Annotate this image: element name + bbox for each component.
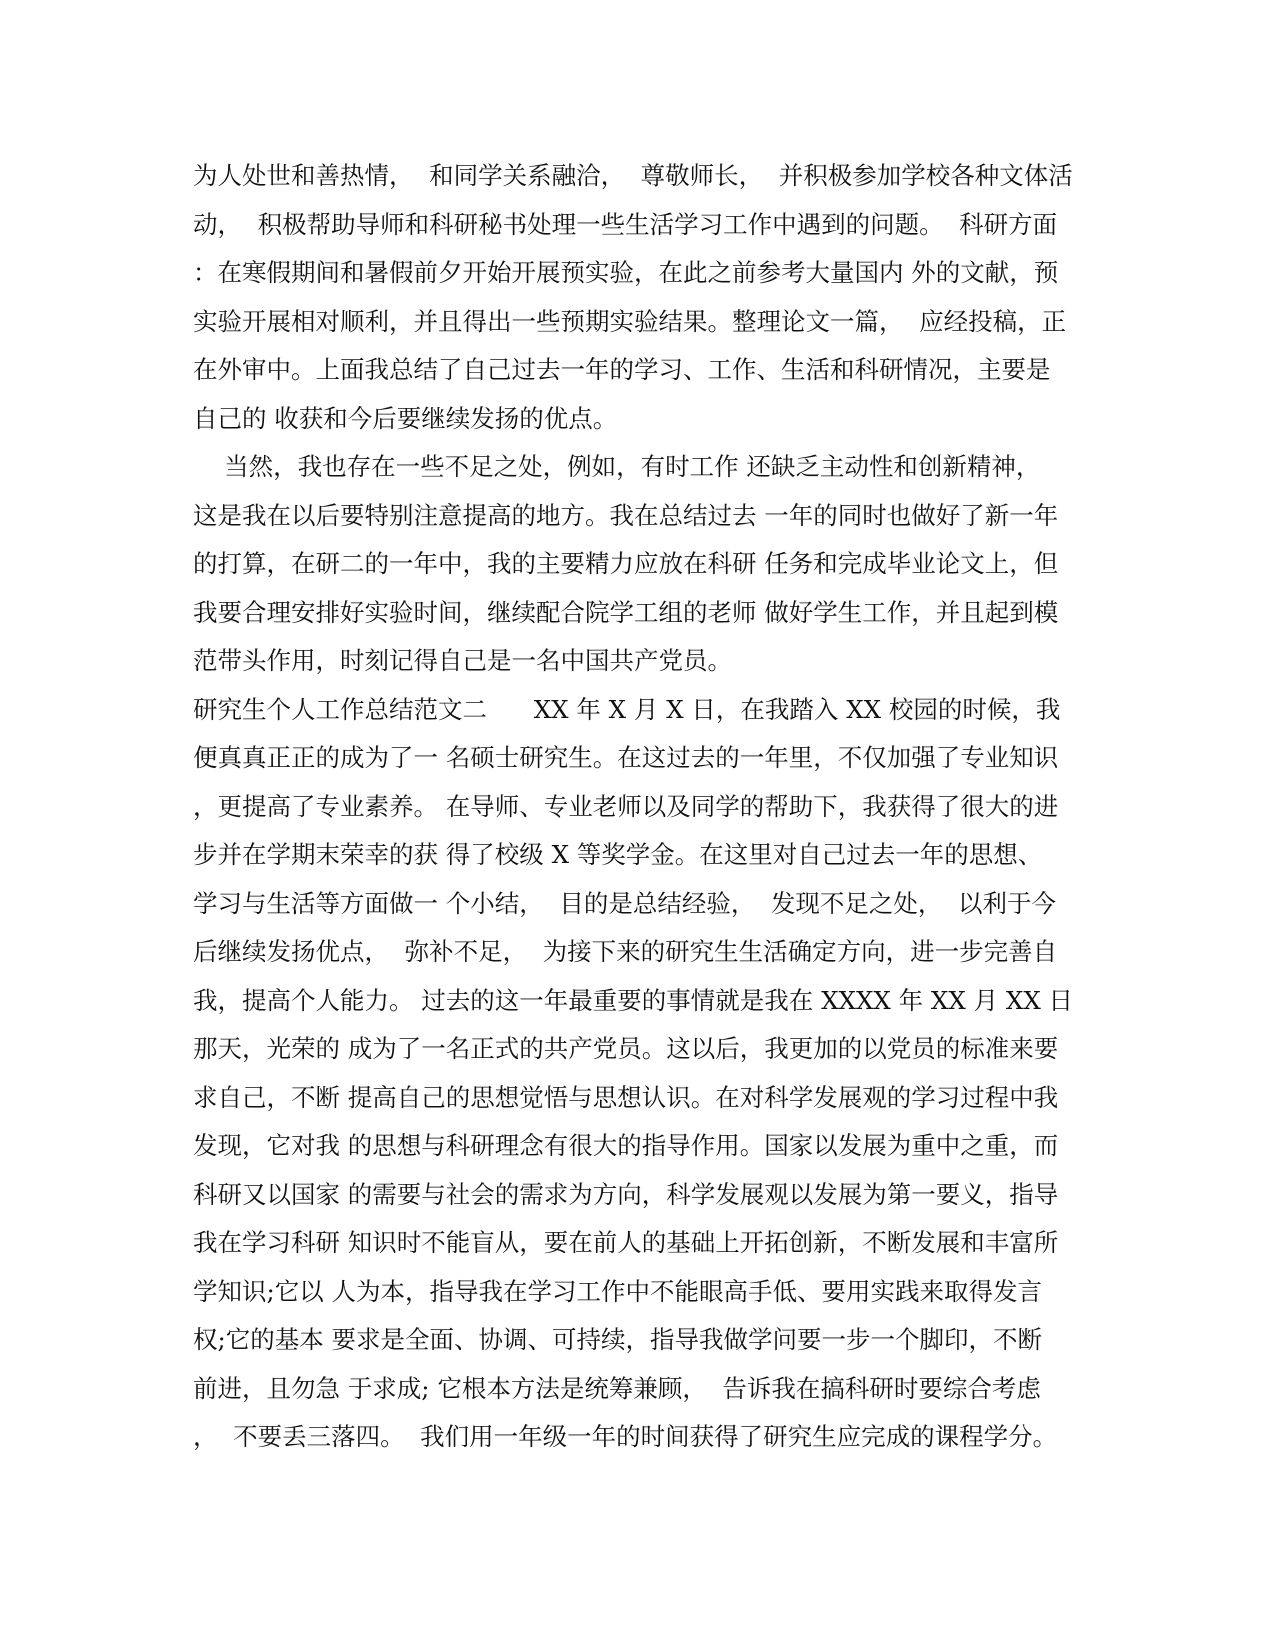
text-line: 自己的 收获和今后要继续发扬的优点。 xyxy=(193,403,618,433)
text-line: 我要合理安排好实验时间，继续配合院学工组的老师 做好学生工作，并且起到模 xyxy=(193,597,1059,627)
text-line: 求自己，不断 提高自己的思想觉悟与思想认识。在对科学发展观的学习过程中我 xyxy=(193,1082,1059,1112)
text-line: 后继续发扬优点， 弥补不足， 为接下来的研究生生活确定方向，进一步完善自 xyxy=(193,937,1058,966)
text-line: 便真真正正的成为了一 名硕士研究生。在这过去的一年里，不仅加强了专业知识 xyxy=(193,743,1059,772)
text-line: 学习与生活等方面做一 个小结， 目的是总结经验， 发现不足之处， 以利于今 xyxy=(193,888,1057,918)
text-line: 为人处世和善热情， 和同学关系融洽， 尊敬师长， 并积极参加学校各种文体活 xyxy=(193,161,1073,190)
text-line: 步并在学期末荣幸的获 得了校级 X 等奖学金。在这里对自己过去一年的思想、 xyxy=(193,840,1043,869)
section-heading-line: 研究生个人工作总结范文二 XX 年 X 月 X 日，在我踏入 XX 校园的时候，我 xyxy=(193,694,1061,724)
text-line: 实验开展相对顺利，并且得出一些预期实验结果。整理论文一篇， 应经投稿，正 xyxy=(193,306,1067,336)
text-line: 前进，且勿急 于求成; 它根本方法是统筹兼顾， 告诉我在搞科研时要综合考虑 xyxy=(193,1373,1041,1403)
document-body xyxy=(193,152,1073,1462)
text-line: ：在寒假期间和暑假前夕开始开展预实验，在此之前参考大量国内 外的文献，预 xyxy=(193,258,1059,287)
text-line: 权;它的基本 要求是全面、协调、可持续，指导我做学问要一步一个脚印，不断 xyxy=(193,1325,1043,1354)
text-line: 当然，我也存在一些不足之处，例如，有时工作 还缺乏主动性和创新精神， xyxy=(193,452,1041,481)
text-line: 的打算，在研二的一年中，我的主要精力应放在科研 任务和完成毕业论文上，但 xyxy=(193,549,1059,578)
text-line: ，更提高了专业素养。 在导师、专业老师以及同学的帮助下，我获得了很大的进 xyxy=(193,791,1059,821)
text-line: 学知识;它以 人为本，指导我在学习工作中不能眼高手低、要用实践来取得发言 xyxy=(193,1276,1043,1306)
text-line: 在外审中。上面我总结了自己过去一年的学习、工作、生活和科研情况，主要是 xyxy=(193,355,1051,384)
text-line: 范带头作用，时刻记得自己是一名中国共产党员。 xyxy=(193,646,732,675)
text-line: 那天，光荣的 成为了一名正式的共产党员。这以后，我更加的以党员的标准来要 xyxy=(193,1034,1059,1063)
text-line: 我，提高个人能力。 过去的这一年最重要的事情就是我在 XXXX 年 XX 月 XX 日 xyxy=(193,985,1073,1015)
text-line: ， 不要丢三落四。 我们用一年级一年的时间获得了研究生应完成的课程学分。 xyxy=(193,1422,1058,1451)
text-line: 我在学习科研 知识时不能盲从，要在前人的基础上开拓创新，不断发展和丰富所 xyxy=(193,1228,1059,1257)
text-line: 这是我在以后要特别注意提高的地方。我在总结过去 一年的同时也做好了新一年 xyxy=(193,500,1059,530)
text-line: 发现，它对我 的思想与科研理念有很大的指导作用。国家以发展为重中之重，而 xyxy=(193,1131,1059,1160)
text-line: 动， 积极帮助导师和科研秘书处理一些生活学习工作中遇到的问题。 科研方面 xyxy=(193,209,1058,239)
text-line: 科研又以国家 的需要与社会的需求为方向，科学发展观以发展为第一要义，指导 xyxy=(193,1179,1059,1209)
